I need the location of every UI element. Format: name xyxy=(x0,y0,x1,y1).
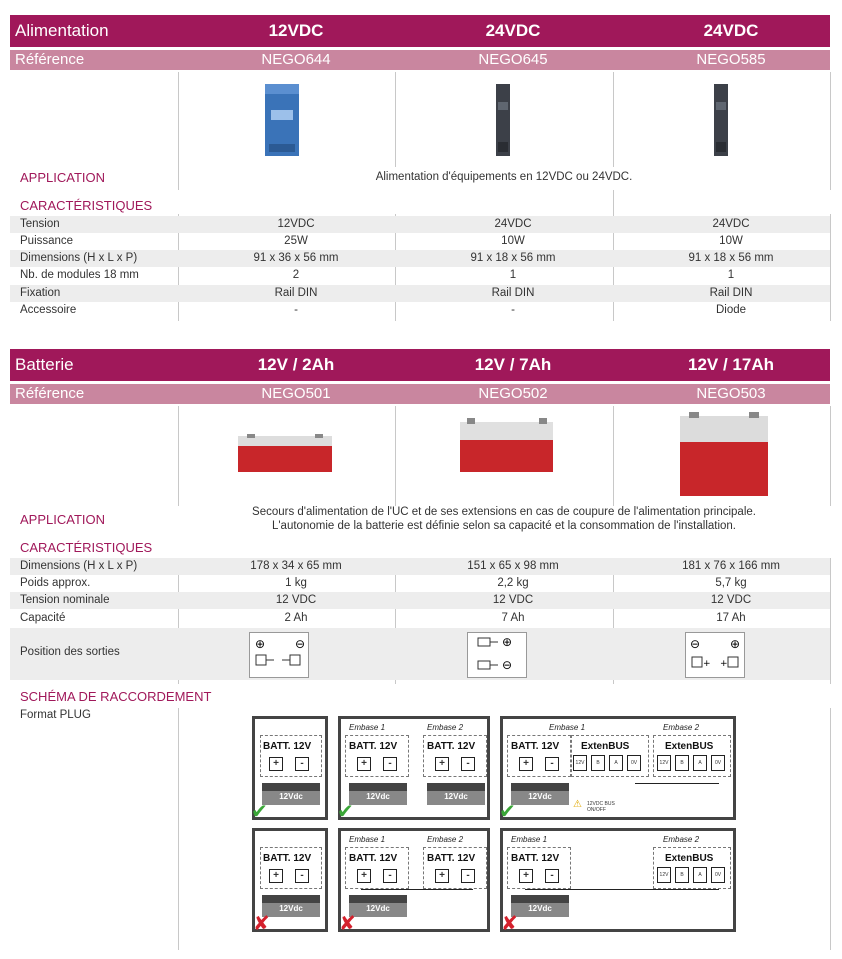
cell: 12 VDC xyxy=(492,594,534,606)
embase-label: Embase 2 xyxy=(663,835,700,844)
batt-label: BATT. 12V xyxy=(427,853,476,864)
batt-title: Batterie xyxy=(15,355,74,374)
cell: 91 x 18 x 56 mm xyxy=(470,252,556,264)
cell: 12VDC xyxy=(277,218,315,230)
alim-row-tension xyxy=(10,216,830,233)
row-label: Puissance xyxy=(20,235,74,247)
row-label: Capacité xyxy=(20,612,66,624)
power-supply-12v-image xyxy=(263,82,301,158)
voltage-label: 12Vdc xyxy=(279,792,303,801)
batt-ref-row xyxy=(10,384,830,404)
alim-application-label: APPLICATION xyxy=(20,170,106,185)
cell: 10W xyxy=(501,235,525,247)
svg-text:⊖: ⊖ xyxy=(295,637,306,651)
pin-12v: 12V xyxy=(657,755,671,771)
cell: 12 VDC xyxy=(275,594,317,606)
batt-label: BATT. 12V xyxy=(349,741,398,752)
pin-12v: 12V xyxy=(573,755,587,771)
cell: Rail DIN xyxy=(491,287,535,299)
terminal-position-2ah xyxy=(249,632,309,678)
svg-text:+: + xyxy=(720,659,728,669)
bus-wire xyxy=(635,783,719,784)
batt-label: BATT. 12V xyxy=(511,853,560,864)
cell: 2 Ah xyxy=(284,612,308,624)
divider xyxy=(830,708,831,950)
cell: 181 x 76 x 166 mm xyxy=(682,560,780,572)
diagram-ok-double xyxy=(337,716,490,823)
bus-wire xyxy=(361,889,473,890)
batt-ref-3: NEGO503 xyxy=(696,385,766,402)
batt-ref-2: NEGO502 xyxy=(478,385,548,402)
extenbus-label: ExtenBUS xyxy=(665,853,714,864)
divider xyxy=(395,72,396,167)
pin-0v: 0V xyxy=(627,755,641,771)
cell: 7 Ah xyxy=(501,612,525,624)
minus-terminal: - xyxy=(461,757,475,771)
row-label: Accessoire xyxy=(20,304,77,316)
cell: 2,2 kg xyxy=(497,577,529,589)
warning-label: 12VDC BUS ON/OFF xyxy=(587,801,615,813)
embase-label: Embase 1 xyxy=(349,835,386,844)
embase-label: Embase 1 xyxy=(349,723,386,732)
cell: 5,7 kg xyxy=(715,577,747,589)
divider xyxy=(613,406,614,506)
alim-row-dimensions xyxy=(10,250,830,267)
alim-ref-row xyxy=(10,50,830,70)
bus-wire xyxy=(525,889,719,890)
minus-terminal: - xyxy=(295,757,309,771)
minus-terminal: - xyxy=(545,869,559,883)
terminal-position-17ah xyxy=(685,632,745,678)
diagram-ko-single xyxy=(252,828,328,935)
alim-row-puissance xyxy=(10,233,830,250)
battery-block xyxy=(349,895,407,917)
svg-text:⊕: ⊕ xyxy=(730,637,741,651)
cell: 91 x 18 x 56 mm xyxy=(688,252,774,264)
batt-application-label: APPLICATION xyxy=(20,512,106,527)
batt-col-1: 12V / 2Ah xyxy=(257,355,335,374)
divider xyxy=(178,406,179,506)
voltage-label: 12Vdc xyxy=(528,792,552,801)
alim-ref-2: NEGO645 xyxy=(478,51,548,68)
svg-text:⊕: ⊕ xyxy=(502,635,513,649)
cell: 25W xyxy=(284,235,308,247)
batt-application-text-2: L'autonomie de la batterie est définie selon sa capacité et la consommation de l'installation. xyxy=(271,520,737,532)
diagram-ok-extenbus xyxy=(499,716,736,823)
alim-row-fixation xyxy=(10,285,830,302)
voltage-label: 12Vdc xyxy=(366,904,390,913)
pin-b: B xyxy=(675,755,689,771)
row-label: Dimensions (H x L x P) xyxy=(20,560,138,572)
row-label: Tension xyxy=(20,218,60,230)
pin-b: B xyxy=(675,867,689,883)
cross-icon: ✘ xyxy=(501,913,518,935)
cross-icon: ✘ xyxy=(339,913,356,935)
batt-col-3: 12V / 17Ah xyxy=(688,355,774,374)
cell: 1 xyxy=(509,269,517,281)
plus-terminal: + xyxy=(519,757,533,771)
cell: 17 Ah xyxy=(716,612,746,624)
alim-title: Alimentation xyxy=(15,21,109,40)
check-icon: ✔ xyxy=(499,801,516,823)
plus-terminal: + xyxy=(435,757,449,771)
batt-application-text-1: Secours d'alimentation de l'UC et de ses extensions en cas de coupure de l'alimentation principale. xyxy=(252,506,756,518)
divider xyxy=(613,72,614,167)
pin-0v: 0V xyxy=(711,755,725,771)
alim-ref-label: Référence xyxy=(15,51,85,68)
voltage-label: 12Vdc xyxy=(366,792,390,801)
diagram-ok-single xyxy=(251,716,328,823)
cell: 24VDC xyxy=(494,218,532,230)
power-supply-24v-image xyxy=(495,82,511,158)
alim-col-1: 12VDC xyxy=(268,21,324,40)
minus-terminal: - xyxy=(295,869,309,883)
format-label: Format PLUG xyxy=(20,709,91,721)
minus-terminal: - xyxy=(461,869,475,883)
voltage-label: 12Vdc xyxy=(444,792,468,801)
batt-row-poids xyxy=(10,575,830,592)
alim-row-modules xyxy=(10,267,830,284)
alim-application-text: Alimentation d'équipements en 12VDC ou 24VDC. xyxy=(375,171,633,183)
minus-terminal: - xyxy=(383,869,397,883)
battery-7ah-image xyxy=(459,418,554,474)
cell: - xyxy=(294,304,298,316)
battery-block xyxy=(262,895,320,917)
pin-12v: 12V xyxy=(657,867,671,883)
cell: 91 x 36 x 56 mm xyxy=(253,252,339,264)
divider xyxy=(178,708,179,950)
alim-caracteristiques-label: CARACTÉRISTIQUES xyxy=(20,198,153,213)
divider xyxy=(830,72,831,190)
plus-terminal: + xyxy=(519,869,533,883)
cell: 151 x 65 x 98 mm xyxy=(467,560,559,572)
row-label: Dimensions (H x L x P) xyxy=(20,252,138,264)
pin-b: B xyxy=(591,755,605,771)
batt-label: BATT. 12V xyxy=(511,741,560,752)
batt-header xyxy=(10,349,830,381)
check-icon: ✔ xyxy=(337,801,354,823)
alim-row-accessoire xyxy=(10,302,830,319)
svg-text:⊖: ⊖ xyxy=(502,658,513,672)
battery-block xyxy=(511,783,569,805)
diagram-ko-double xyxy=(338,828,490,935)
extenbus-label: ExtenBUS xyxy=(581,741,630,752)
terminal-position-7ah xyxy=(467,632,527,678)
batt-row-capacite xyxy=(10,610,830,627)
pin-a: A xyxy=(693,867,707,883)
battery-17ah-image xyxy=(679,412,769,498)
voltage-label: 12Vdc xyxy=(279,904,303,913)
divider xyxy=(830,406,831,506)
cell: 1 xyxy=(727,269,735,281)
plus-terminal: + xyxy=(357,869,371,883)
batt-ref-1: NEGO501 xyxy=(261,385,331,402)
divider xyxy=(395,406,396,506)
svg-text:⊕: ⊕ xyxy=(255,637,266,651)
cell: 10W xyxy=(719,235,743,247)
cell: Diode xyxy=(715,304,747,316)
row-label: Nb. de modules 18 mm xyxy=(20,269,139,281)
cell: 178 x 34 x 65 mm xyxy=(250,560,342,572)
svg-text:+: + xyxy=(703,659,711,669)
battery-block xyxy=(349,783,407,805)
embase-label: Embase 1 xyxy=(511,835,548,844)
minus-terminal: - xyxy=(383,757,397,771)
batt-label: BATT. 12V xyxy=(263,741,312,752)
plus-terminal: + xyxy=(269,869,283,883)
svg-text:⊖: ⊖ xyxy=(690,637,701,651)
plus-terminal: + xyxy=(357,757,371,771)
check-icon: ✔ xyxy=(251,801,268,823)
alim-ref-1: NEGO644 xyxy=(261,51,331,68)
alim-col-2: 24VDC xyxy=(485,21,541,40)
embase-label: Embase 1 xyxy=(549,723,586,732)
extenbus-label: ExtenBUS xyxy=(665,741,714,752)
pin-a: A xyxy=(609,755,623,771)
cell: Rail DIN xyxy=(274,287,318,299)
pin-0v: 0V xyxy=(711,867,725,883)
batt-ref-label: Référence xyxy=(15,385,85,402)
diagram-ko-extenbus xyxy=(500,828,736,935)
batt-row-tension xyxy=(10,592,830,609)
row-label: Position des sorties xyxy=(20,646,120,658)
pin-a: A xyxy=(693,755,707,771)
cell: 1 kg xyxy=(285,577,307,589)
battery-2ah-image xyxy=(237,434,333,474)
schema-label: SCHÉMA DE RACCORDEMENT xyxy=(20,689,212,704)
batt-label: BATT. 12V xyxy=(349,853,398,864)
warning-icon: ⚠ xyxy=(573,799,582,810)
row-label: Poids approx. xyxy=(20,577,91,589)
embase-label: Embase 2 xyxy=(663,723,700,732)
cell: Rail DIN xyxy=(709,287,753,299)
row-label: Fixation xyxy=(20,287,61,299)
cross-icon: ✘ xyxy=(253,913,270,935)
battery-block xyxy=(262,783,320,805)
cell: 2 xyxy=(292,269,300,281)
plus-terminal: + xyxy=(435,869,449,883)
embase-label: Embase 2 xyxy=(427,835,464,844)
row-label: Tension nominale xyxy=(20,594,110,606)
voltage-label: 12Vdc xyxy=(528,904,552,913)
cell: 12 VDC xyxy=(710,594,752,606)
battery-block xyxy=(511,895,569,917)
power-supply-24v-diode-image xyxy=(713,82,729,158)
battery-block xyxy=(427,783,485,805)
cell: - xyxy=(511,304,515,316)
cell: 24VDC xyxy=(712,218,750,230)
embase-label: Embase 2 xyxy=(427,723,464,732)
plus-terminal: + xyxy=(269,757,283,771)
batt-caracteristiques-label: CARACTÉRISTIQUES xyxy=(20,540,153,555)
minus-terminal: - xyxy=(545,757,559,771)
batt-col-2: 12V / 7Ah xyxy=(474,355,552,374)
batt-label: BATT. 12V xyxy=(263,853,312,864)
alim-ref-3: NEGO585 xyxy=(696,51,766,68)
alim-header xyxy=(10,15,830,47)
batt-row-dimensions xyxy=(10,558,830,575)
batt-label: BATT. 12V xyxy=(427,741,476,752)
alim-col-3: 24VDC xyxy=(703,21,759,40)
